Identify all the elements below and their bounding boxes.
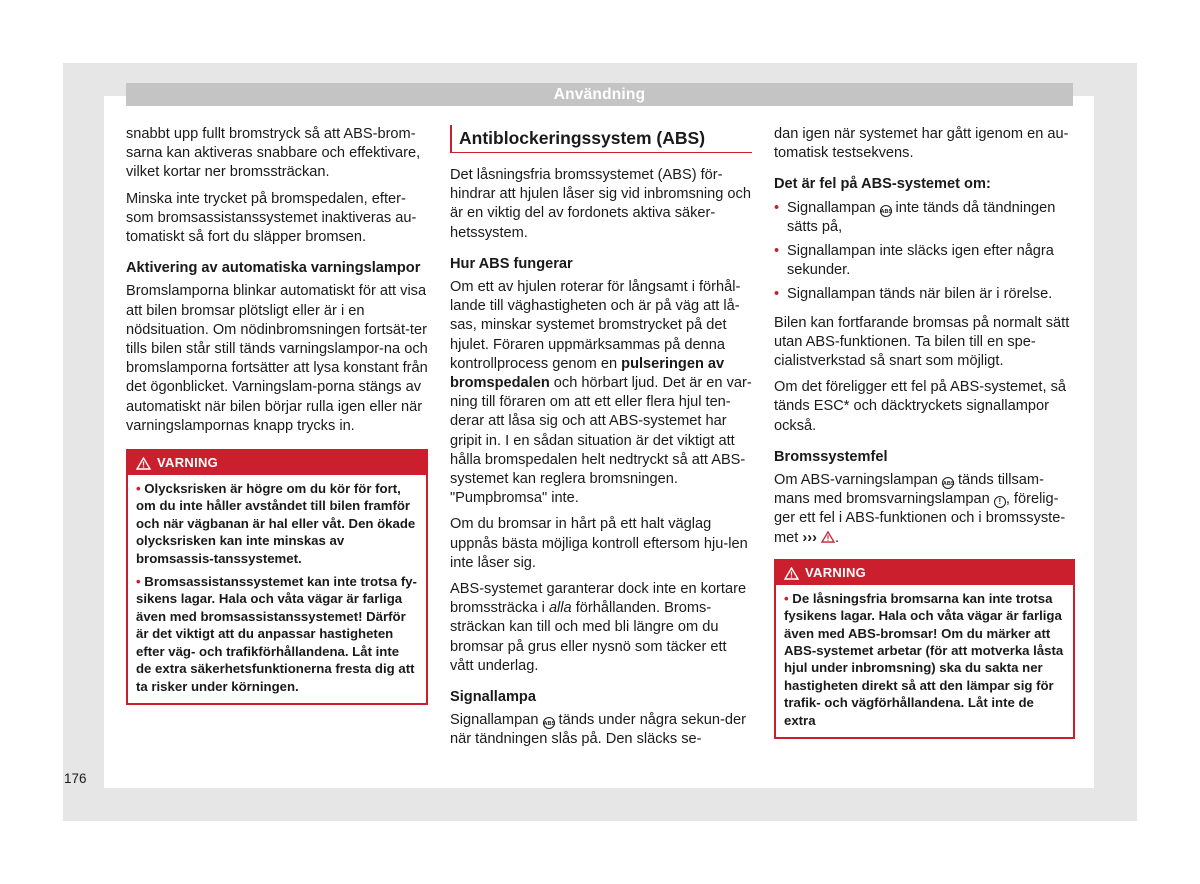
paragraph: Minska inte trycket på bromspedalen, efter-som bromsassistanssystemet inaktiveras au-tomatiskt så fort du släpper bromsen. (126, 190, 417, 246)
text-run: och hörbart ljud. Det är en var-ning till föraren om att ett eller flera hjul ten-derar att låsa sig och att ABS-systemet har gripit in. I en sådan situation är det viktigt att hålla bromspedalen helt nedtryckt så att ABS-systemet kan reglera bromsningen. "Pumpbromsa" inte. (450, 375, 752, 507)
text-run: förhållanden. Broms-sträckan kan till och med bli längre om du bromsar på grus eller nysnö som täcker ett vått underlag. (450, 600, 727, 674)
warning-box (126, 449, 428, 705)
text-run: , förelig-ger ett fel i ABS-funktionen och i bromssyste-met (774, 491, 1066, 546)
paragraph: Om ABS-varningslampan ABS tänds tillsam-mans med bromsvarningslampan ! , förelig-ger ett fel i ABS-funktionen och i bromssyste-met ››› . (774, 472, 1066, 546)
paragraph: Bromslamporna blinkar automatiskt för att visa att bilen bromsar plötsligt eller är i en nödsituation. Om nödinbromsningen fortsät-ter tills bilen står still tänds varningslampor-na och bromslamporna fortsätter att lysa konstant från det ögonblicket. Varningslam-porna stängs av automatiskt när bilen börjar rulla igen eller när varningslampornas knapp trycks in. (126, 283, 428, 434)
warning-text: Bromsassistanssystemet kan inte trotsa fy-sikens lagar. Hala och våta vägar är farliga även med bromsassistanssystemet! Därför är det viktigt att du anpassar hastigheten efter väg- och trafikförhållandena. Låt inte de extra säkerhetsfunktionerna fresta dig att ta risker under körningen. (136, 574, 417, 694)
text-run: tänds under några sekun-der när tändningen slås på. Den släcks se- (450, 712, 746, 748)
bold-text: pulseringen av bromspedalen (450, 355, 725, 392)
subheading-abs-fault: Det är fel på ABS-systemet om: (774, 176, 991, 193)
subheading-signal-lamp: Signallampa (450, 689, 536, 706)
warning-box (774, 559, 1075, 739)
warning-text: Olycksrisken är högre om du kör för fort, om du inte håller avståndet till bilen framför och när vägbanan är hal eller våt. Den ökade olycksrisken kan inte minskas av bromsassis-tanssystemet. (136, 481, 416, 566)
brake-lamp-icon: ! (994, 496, 1006, 508)
bullet-icon: • (136, 574, 141, 590)
warning-item (136, 480, 418, 567)
section-title: Antiblockeringssystem (ABS) (450, 125, 752, 153)
bullet-icon: • (784, 590, 789, 606)
warning-title: VARNING (805, 564, 867, 580)
cross-reference-link[interactable]: ››› (802, 529, 817, 546)
warning-triangle-icon (784, 567, 799, 580)
paragraph (450, 711, 752, 749)
page-number: 176 (64, 771, 87, 786)
warning-title: VARNING (157, 455, 219, 471)
paragraph: dan igen när systemet har gått igenom en au-tomatisk testsekvens. (774, 126, 1069, 162)
warning-body (776, 585, 1073, 737)
text-run: Om ett av hjulen roterar för långsamt i förhål-lande till väghastigheten och är på väg att lå-sas, minskar systemet bromstrycket på det hjulet. Föraren uppmärksammas på denna kontrollprocess genom en (450, 279, 741, 372)
column-right (774, 125, 1075, 739)
bullet-icon: • (136, 481, 141, 497)
paragraph: Bilen kan fortfarande bromsas på normalt sätt utan ABS-funktionen. Ta bilen till en spe-cialistverkstad så snart som möjligt. (774, 314, 1070, 370)
abs-lamp-icon: ABS (942, 477, 954, 489)
chapter-header: Användning (126, 83, 1073, 106)
text-run: ABS-systemet garanterar dock inte en kortare bromssträcka i (450, 581, 747, 617)
paragraph (450, 580, 752, 676)
text-run: Om ABS-varningslampan (774, 472, 942, 489)
text-run: inte tänds då tändningen sätts på, (787, 199, 1056, 235)
abs-lamp-icon: ABS (880, 205, 892, 217)
column-left (126, 125, 428, 705)
italic-text: alla (548, 600, 572, 617)
warning-body (128, 475, 426, 703)
warning-triangle-icon (136, 457, 151, 470)
list-item (774, 199, 1075, 237)
paragraph: Om du bromsar in hårt på ett halt väglag uppnås bästa möjliga kontroll eftersom hju-len inte låser sig. (450, 516, 748, 571)
warning-item (136, 573, 418, 695)
warning-header (776, 561, 1073, 585)
warning-header (128, 451, 426, 475)
subheading-activation: Aktivering av automatiska varningslampor (126, 260, 421, 277)
paragraph: snabbt upp fullt bromstryck så att ABS-brom-sarna kan aktiveras snabbare och effektivare, vilket kortar ner bromssträckan. (126, 126, 421, 181)
text-run: Signallampan (787, 199, 880, 216)
text-run: tänds tillsam-mans med bromsvarningslampan (774, 472, 1044, 508)
warning-text: De låsningsfria bromsarna kan inte trotsa fysikens lagar. Hala och våta vägar är farliga även med ABS-bromsar! Om du märker att ABS-systemet arbetar (för att motverka låsta hjul under inbromsning) ska du sakta ner hastigheten direkt så att den lämpar sig för trafik- och vägförhållandena. Låt inte de extra (784, 590, 1064, 728)
paragraph: Det låsningsfria bromssystemet (ABS) för-hindrar att hjulen låser sig vid inbromsning och är en viktig del av fordonets aktiva säker-hetssystem. (450, 167, 751, 241)
warning-item (784, 590, 1065, 729)
text-run: Signallampan (450, 712, 543, 729)
list-item: • Signallampan tänds när bilen är i rörelse. (774, 285, 1075, 304)
paragraph (450, 278, 752, 508)
list-item: • Signallampan inte släcks igen efter några sekunder. (774, 242, 1075, 280)
abs-lamp-icon: ABS (543, 717, 555, 729)
fault-list (774, 199, 1075, 305)
warning-triangle-icon (821, 531, 835, 543)
subheading-brake-fault: Bromssystemfel (774, 448, 888, 465)
paragraph: Om det föreligger ett fel på ABS-systemet, så tänds ESC* och däcktryckets signallampor också. (774, 379, 1067, 434)
column-middle (450, 125, 752, 757)
subheading-how-abs-works: Hur ABS fungerar (450, 255, 573, 272)
